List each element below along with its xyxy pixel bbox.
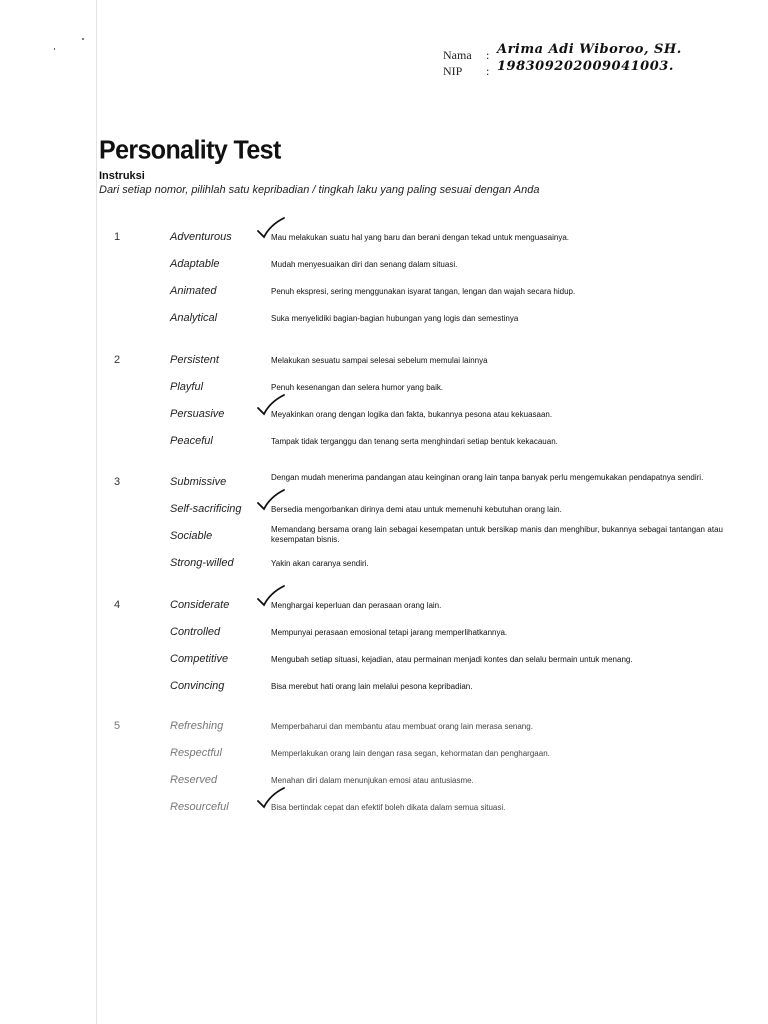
item-row: [0, 231, 768, 255]
checkmark-stroke: [258, 490, 284, 509]
trait-name: Submissive: [170, 476, 227, 488]
trait-description: Mudah menyesuaikan diri dan senang dalam situasi.: [271, 260, 458, 269]
item-number: 3: [114, 476, 121, 488]
trait-description: Melakukan sesuatu sampai selesai sebelum memulai lainnya: [271, 356, 488, 365]
item-row: [0, 473, 768, 500]
item-row: [0, 720, 768, 744]
item-row: [0, 354, 768, 378]
trait-description: Memperlakukan orang lain dengan rasa segan, kehormatan dan penghargaan.: [271, 749, 550, 758]
item-row: [0, 408, 768, 432]
trait-name: Respectful: [170, 747, 222, 759]
trait-description: Penuh ekspresi, sering menggunakan isyarat tangan, lengan dan wajah secara hidup.: [271, 287, 576, 296]
item-row: [0, 525, 768, 554]
checkmark-icon: [256, 217, 286, 239]
trait-name: Resourceful: [170, 801, 229, 813]
trait-description: Meyakinkan orang dengan logika dan fakta, bukannya pesona atau kekuasaan.: [271, 410, 553, 419]
trait-name: Self-sacrificing: [170, 503, 242, 515]
item-number: 2: [114, 354, 121, 366]
item-row: [0, 680, 768, 704]
trait-name: Persuasive: [170, 408, 225, 420]
item-row: [0, 258, 768, 282]
trait-description: Memandang bersama orang lain sebagai kesempatan untuk bersikap manis dan menghibur, bukannya sebagai tantangan atau kesempatan bisnis.: [271, 525, 723, 544]
scan-speck: [54, 48, 55, 50]
trait-name: Persistent: [170, 354, 219, 366]
trait-name: Animated: [170, 285, 217, 297]
item-row: [0, 774, 768, 798]
item-number: 5: [114, 720, 121, 732]
nama-handwritten-value: Arima Adi Wiboroo, SH.: [497, 42, 682, 57]
trait-name: Controlled: [170, 626, 221, 638]
trait-description: Memperbaharui dan membantu atau membuat orang lain merasa senang.: [271, 722, 533, 731]
item-row: [0, 801, 768, 825]
trait-name: Refreshing: [170, 720, 224, 732]
trait-name: Strong-willed: [170, 557, 234, 569]
checkmark-icon: [256, 489, 286, 511]
scan-speck: [82, 38, 84, 40]
trait-description: Yakin akan caranya sendiri.: [271, 559, 369, 568]
checkmark-stroke: [258, 788, 284, 807]
trait-name: Reserved: [170, 774, 218, 786]
item-row: [0, 312, 768, 336]
trait-name: Considerate: [170, 599, 230, 611]
instruction-text: Dari setiap nomor, pilihlah satu kepribadian / tingkah laku yang paling sesuai dengan Anda: [99, 184, 540, 196]
trait-description: Mengubah setiap situasi, kejadian, atau permainan menjadi kontes dan selalu bermain untuk menang.: [271, 655, 633, 664]
item-number: 1: [114, 231, 121, 243]
nama-label: Nama: [443, 48, 472, 62]
trait-name: Adventurous: [170, 231, 232, 243]
item-row: [0, 747, 768, 771]
item-row: [0, 626, 768, 650]
trait-description: Tampak tidak terganggu dan tenang serta menghindari setiap bentuk kekacauan.: [271, 437, 558, 446]
item-row: [0, 381, 768, 405]
item-row: [0, 435, 768, 459]
trait-description: Bersedia mengorbankan dirinya demi atau untuk memenuhi kebutuhan orang lain.: [271, 505, 562, 514]
item-row: [0, 653, 768, 677]
nip-handwritten-value: 198309202009041003.: [497, 59, 674, 74]
checkmark-icon: [256, 787, 286, 809]
trait-description: Suka menyelidiki bagian-bagian hubungan yang logis dan semestinya: [271, 314, 519, 323]
item-number: 4: [114, 599, 121, 611]
instruction-heading: Instruksi: [99, 170, 145, 182]
trait-name: Adaptable: [170, 258, 220, 270]
trait-description: Mau melakukan suatu hal yang baru dan berani dengan tekad untuk menguasainya.: [271, 233, 569, 242]
trait-description: Menahan diri dalam menunjukan emosi atau antusiasme.: [271, 776, 474, 785]
trait-name: Peaceful: [170, 435, 213, 447]
trait-name: Playful: [170, 381, 204, 393]
trait-description: Mempunyai perasaan emosional tetapi jarang memperlihatkannya.: [271, 628, 508, 637]
trait-name: Convincing: [170, 680, 225, 692]
trait-description: Menghargai keperluan dan perasaan orang lain.: [271, 601, 442, 610]
item-row: [0, 503, 768, 527]
trait-description: Bisa merebut hati orang lain melalui pesona kepribadian.: [271, 682, 473, 691]
trait-name: Sociable: [170, 530, 213, 542]
nip-colon: :: [486, 64, 490, 78]
trait-name: Competitive: [170, 653, 229, 665]
checkmark-stroke: [258, 586, 284, 605]
item-row: [0, 285, 768, 309]
trait-description: Dengan mudah menerima pandangan atau keinginan orang lain tanpa banyak perlu mengemukakan pendapatnya sendiri.: [271, 473, 704, 482]
checkmark-icon: [256, 394, 286, 416]
checkmark-icon: [256, 585, 286, 607]
trait-name: Analytical: [170, 312, 218, 324]
item-row: [0, 557, 768, 581]
checkmark-stroke: [258, 395, 284, 414]
nip-label: NIP: [443, 64, 463, 78]
item-row: [0, 599, 768, 623]
trait-description: Penuh kesenangan dan selera humor yang baik.: [271, 383, 444, 392]
nama-colon: :: [486, 48, 490, 62]
checkmark-stroke: [258, 218, 284, 237]
trait-description: Bisa bertindak cepat dan efektif boleh dikata dalam semua situasi.: [271, 803, 506, 812]
page-title: Personality Test: [99, 135, 281, 165]
